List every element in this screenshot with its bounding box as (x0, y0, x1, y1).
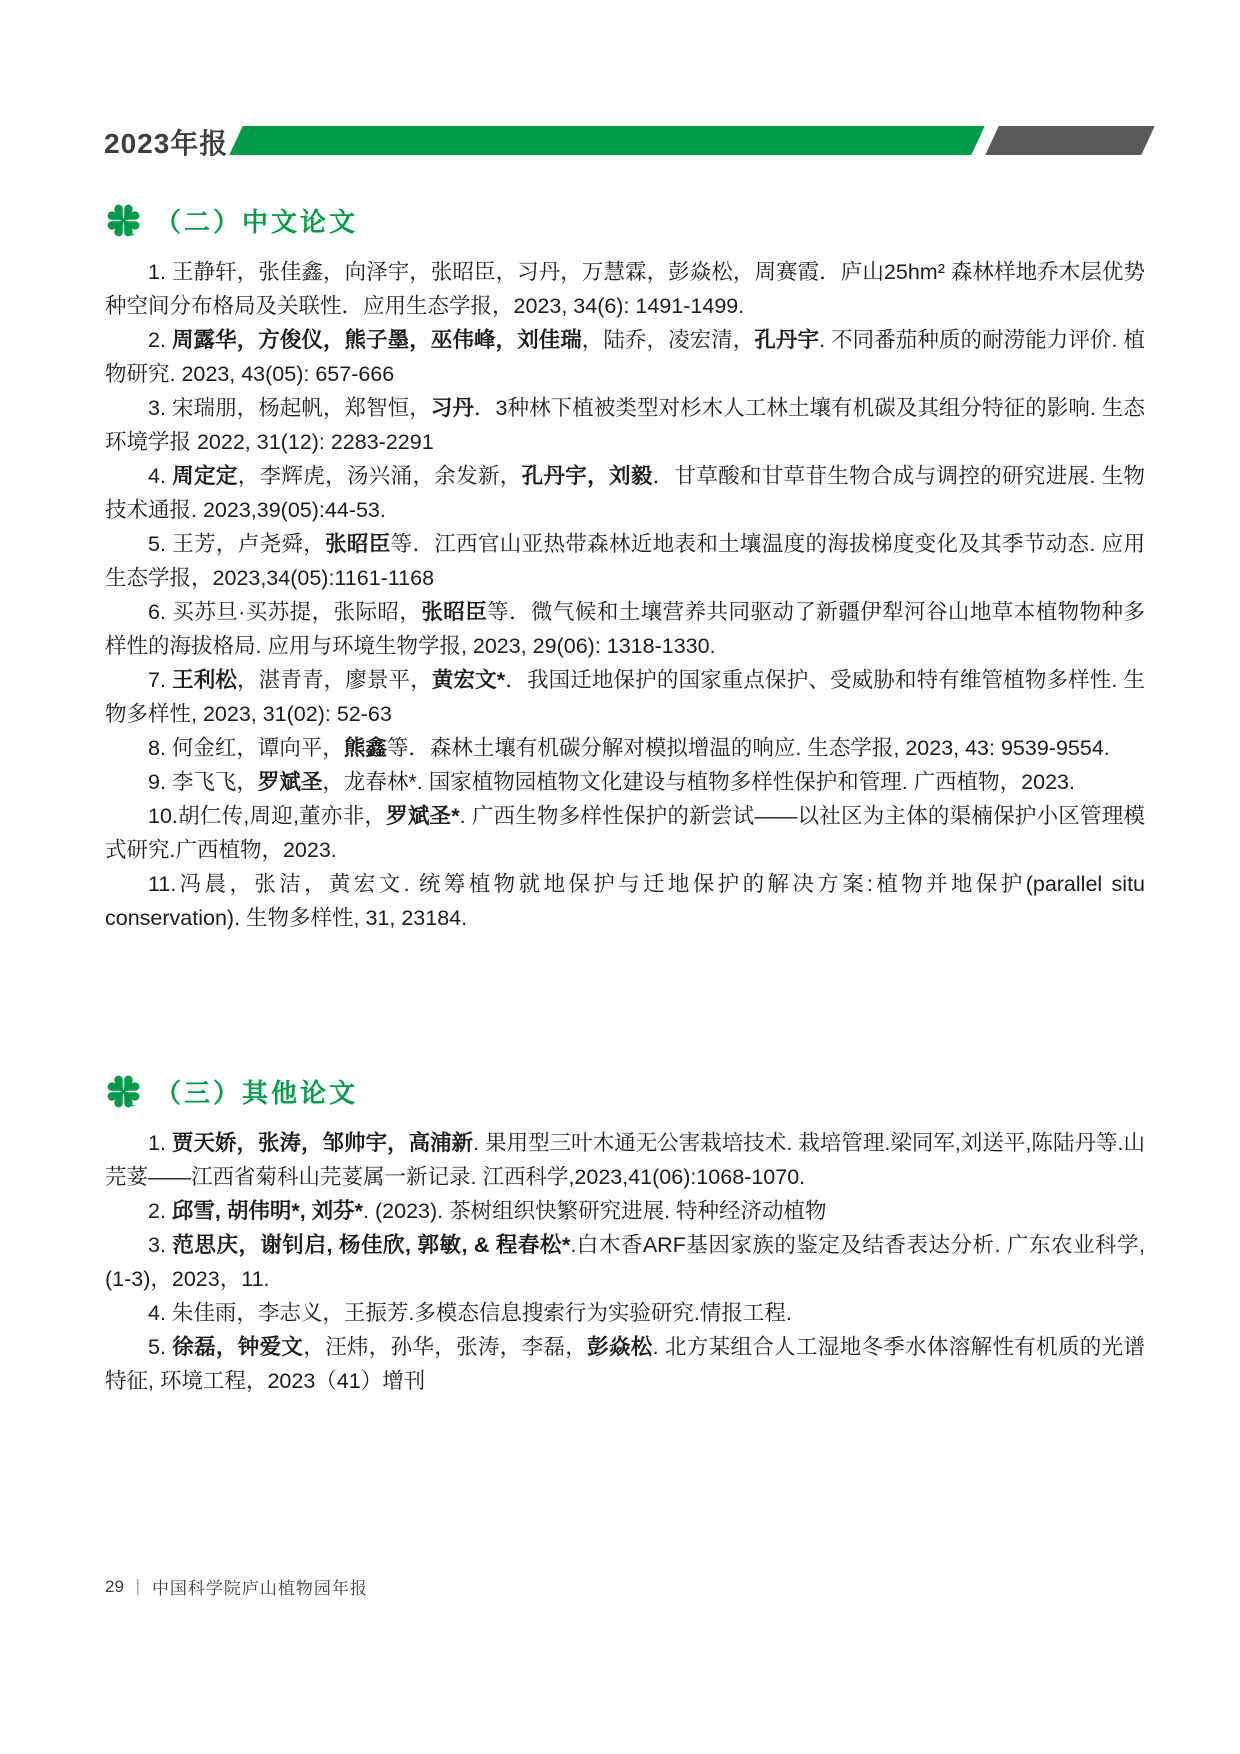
reference-text: 7. (148, 668, 173, 692)
reference-item-chinese-papers-11 (105, 867, 1145, 935)
author-highlight: 黄宏文* (431, 668, 506, 692)
reference-text: 1. (148, 1131, 172, 1155)
reference-text: . (2023). 茶树组织快繁研究进展. 特种经济动植物 (363, 1199, 827, 1223)
reference-text: 5. 王芳，卢尧舜， (148, 532, 326, 556)
header-dark-band (985, 126, 1155, 155)
section-title-other-papers: （三）其他论文 (155, 1078, 359, 1108)
section-other-papers (105, 1073, 1145, 1398)
reference-text: 5. (148, 1335, 173, 1359)
author-highlight: 王利松 (172, 668, 238, 692)
reference-item-other-papers-2 (105, 1194, 1145, 1228)
reference-text: ．3种林下植被类型对杉木人工林土壤有机碳及其组分特征的影响. 生态环境学报 2022, 31(12): 2283-2291 (105, 396, 1145, 454)
reference-text: . 果用型三叶木通无公害栽培技术. 栽培管理.梁同军,刘送平,陈陆丹等.山芫荽——江西省菊科山芫荽属一新记录. 江西科学,2023,41(06):1068-1070. (105, 1131, 1145, 1189)
reference-item-other-papers-4 (105, 1296, 1145, 1330)
author-highlight: 彭焱松 (587, 1335, 653, 1359)
page-footer (105, 1574, 368, 1599)
reference-item-chinese-papers-6 (105, 595, 1145, 663)
header-green-band (229, 126, 985, 155)
reference-text: 9. 李飞飞， (148, 770, 258, 794)
reference-text: 6. 买苏旦·买苏提，张际昭， (148, 600, 422, 624)
reference-item-chinese-papers-2 (105, 323, 1145, 391)
reference-item-chinese-papers-4 (105, 459, 1145, 527)
clover-icon (105, 1073, 142, 1110)
reference-text: 等．微气候和土壤营养共同驱动了新疆伊犁河谷山地草本植物物种多样性的海拔格局. 应用与环境生物学报, 2023, 29(06): 1318-1330. (105, 600, 1145, 658)
author-highlight: 罗斌圣* (386, 804, 460, 828)
reference-text: ，李辉虎，汤兴涌，余发新， (237, 464, 522, 488)
author-highlight: 贾天娇，张涛，邹帅宇，高浦新 (171, 1131, 474, 1155)
reference-text: 8. 何金红，谭向平， (148, 736, 344, 760)
section-chinese-papers (105, 202, 1145, 935)
reference-item-chinese-papers-9 (105, 765, 1145, 799)
reference-text: . 不同番茄种质的耐涝能力评价. 植物研究. 2023, 43(05): 657-666 (105, 328, 1145, 386)
author-highlight: 熊鑫 (343, 736, 387, 760)
reference-item-other-papers-5 (105, 1330, 1145, 1398)
reference-text: 4. (148, 464, 173, 488)
author-highlight: 孔丹宇 (754, 328, 820, 352)
reference-text: 3. (148, 1233, 173, 1257)
reference-item-chinese-papers-5 (105, 527, 1145, 595)
reference-text: . 北方某组合人工湿地冬季水体溶解性有机质的光谱特征, 环境工程，2023（41）增刊 (105, 1335, 1145, 1393)
author-highlight: 习丹 (430, 396, 474, 420)
reference-text: 3. 宋瑞朋，杨起帆，郑智恒， (148, 396, 431, 420)
reference-text: .白木香ARF基因家族的鉴定及结香表达分析. 广东农业科学, (1-3)，2023，11. (105, 1233, 1145, 1291)
author-highlight: 徐磊，钟爱文 (172, 1335, 304, 1359)
reference-item-other-papers-3 (105, 1228, 1145, 1296)
author-highlight: 罗斌圣 (257, 770, 323, 794)
reference-item-other-papers-1 (105, 1126, 1145, 1194)
section-title-chinese-papers: （二）中文论文 (155, 207, 359, 237)
author-highlight: 周露华，方俊仪，熊子墨，巫伟峰，刘佳瑞 (171, 328, 582, 352)
reference-item-chinese-papers-10 (105, 799, 1145, 867)
reference-item-chinese-papers-7 (105, 663, 1145, 731)
reference-text: 11.冯晨，张洁，黄宏文. 统筹植物就地保护与迁地保护的解决方案:植物并地保护(parallel situ conservation). 生物多样性, 31, 23184. (105, 872, 1145, 930)
footer-separator: ｜ (129, 1580, 146, 1597)
reference-text: ．甘草酸和甘草苷生物合成与调控的研究进展. 生物技术通报. 2023,39(05):44-53. (105, 464, 1145, 522)
reference-text: 10.胡仁传,周迎,董亦非， (148, 804, 387, 828)
reference-text: 2. (148, 1199, 172, 1223)
reference-text: ，湛青青，廖景平， (237, 668, 432, 692)
section-heading-other-papers (105, 1073, 1145, 1110)
author-highlight: 邱雪, 胡伟明*, 刘芬* (171, 1199, 364, 1223)
author-highlight: 范思庆，谢钊启, 杨佳欣, 郭敏, & 程春松* (172, 1233, 571, 1257)
reference-text: 等．江西官山亚热带森林近地表和土壤温度的海拔梯度变化及其季节动态. 应用生态学报，2023,34(05):1161-1168 (105, 532, 1145, 590)
reference-text: 2. (148, 328, 172, 352)
reference-text: 4. 朱佳雨，李志义，王振芳.多模态信息搜索行为实验研究.情报工程. (148, 1301, 792, 1325)
footer-title: 中国科学院庐山植物园年报 (151, 1579, 368, 1598)
reference-text: 等．森林土壤有机碳分解对模拟增温的响应. 生态学报, 2023, 43: 9539-9554. (386, 736, 1110, 760)
reference-text: ，汪炜，孙华，张涛，李磊， (303, 1335, 588, 1359)
reference-text: ，龙春林*. 国家植物园植物文化建设与植物多样性保护和管理. 广西植物，2023. (322, 770, 1075, 794)
author-highlight: 张昭臣 (421, 600, 488, 624)
reference-text: ，陆乔，凌宏清， (581, 328, 755, 352)
sections (0, 156, 1240, 1398)
author-highlight: 张昭臣 (325, 532, 391, 556)
reference-item-chinese-papers-8 (105, 731, 1145, 765)
reference-item-chinese-papers-3 (105, 391, 1145, 459)
reference-text: . 广西生物多样性保护的新尝试——以社区为主体的渠楠保护小区管理模式研究.广西植物，2023. (105, 804, 1145, 862)
reference-text: ．我国迁地保护的国家重点保护、受威胁和特有维管植物多样性. 生物多样性, 2023, 31(02): 52-63 (105, 668, 1145, 726)
clover-icon (105, 202, 142, 239)
reference-item-chinese-papers-1 (105, 255, 1145, 323)
page-header (0, 126, 1240, 159)
author-highlight: 孔丹宇，刘毅 (521, 464, 653, 488)
section-heading-chinese-papers (105, 202, 1145, 239)
reference-text: 1. 王静轩，张佳鑫，向泽宇，张昭臣，习丹，万慧霖，彭焱松，周赛霞．庐山25hm² 森林样地乔木层优势种空间分布格局及关联性．应用生态学报，2023, 34(6): 1491-1499. (105, 260, 1145, 318)
author-highlight: 周定定 (172, 464, 238, 488)
page-number: 29 (105, 1576, 124, 1596)
report-year-label: 2023年报 (104, 128, 229, 159)
